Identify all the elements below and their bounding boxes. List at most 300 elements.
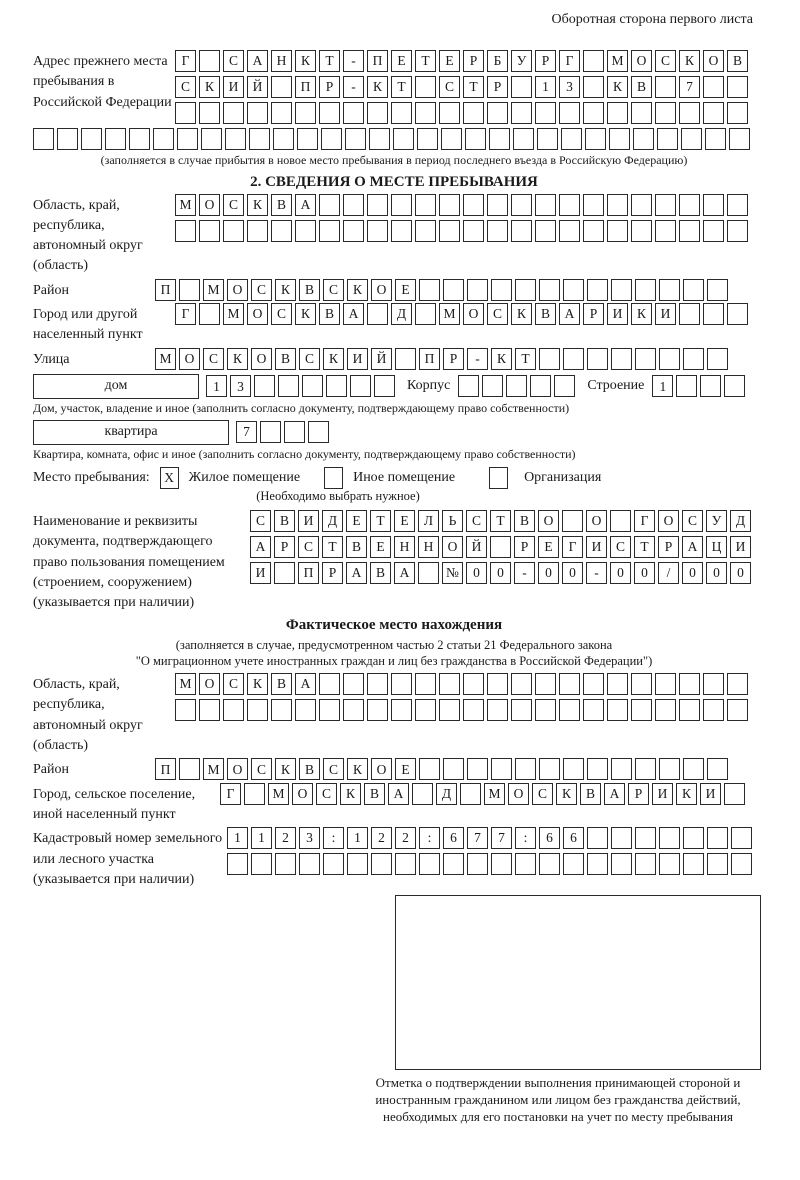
char-cell[interactable]: Т [515, 348, 536, 370]
char-cell[interactable]: 3 [230, 375, 251, 397]
char-cell[interactable] [274, 562, 295, 584]
char-cell[interactable]: С [323, 758, 344, 780]
char-cell[interactable] [563, 279, 584, 301]
char-cell[interactable]: К [347, 279, 368, 301]
char-cell[interactable] [530, 375, 551, 397]
char-cell[interactable]: К [295, 303, 316, 325]
char-cell[interactable]: Н [394, 536, 415, 558]
char-cell[interactable]: Г [220, 783, 241, 805]
char-cell[interactable]: Ь [442, 510, 463, 532]
char-cell[interactable] [631, 194, 652, 216]
char-cell[interactable]: А [346, 562, 367, 584]
char-cell[interactable]: К [227, 348, 248, 370]
char-cell[interactable]: С [298, 536, 319, 558]
char-cell[interactable] [631, 673, 652, 695]
char-cell[interactable]: В [580, 783, 601, 805]
char-cell[interactable] [683, 348, 704, 370]
char-cell[interactable]: О [251, 348, 272, 370]
char-cell[interactable]: К [676, 783, 697, 805]
char-cell[interactable]: В [346, 536, 367, 558]
char-cell[interactable] [587, 827, 608, 849]
char-cell[interactable] [679, 194, 700, 216]
char-cell[interactable] [367, 220, 388, 242]
char-cell[interactable] [247, 102, 268, 124]
char-cell[interactable] [559, 220, 580, 242]
checkbox-residential[interactable]: X [160, 467, 179, 489]
char-cell[interactable] [659, 348, 680, 370]
char-cell[interactable] [657, 128, 678, 150]
char-cell[interactable]: П [155, 758, 176, 780]
char-cell[interactable]: Т [322, 536, 343, 558]
char-cell[interactable] [223, 220, 244, 242]
char-cell[interactable] [659, 853, 680, 875]
char-cell[interactable]: Д [391, 303, 412, 325]
char-cell[interactable] [395, 853, 416, 875]
char-cell[interactable] [679, 220, 700, 242]
char-cell[interactable] [724, 375, 745, 397]
char-cell[interactable] [635, 827, 656, 849]
char-cell[interactable] [659, 279, 680, 301]
char-cell[interactable]: В [727, 50, 748, 72]
char-cell[interactable] [371, 853, 392, 875]
char-cell[interactable] [463, 699, 484, 721]
char-cell[interactable] [535, 699, 556, 721]
char-cell[interactable] [419, 853, 440, 875]
char-cell[interactable]: 6 [563, 827, 584, 849]
char-cell[interactable] [57, 128, 78, 150]
char-cell[interactable] [199, 50, 220, 72]
char-cell[interactable] [271, 76, 292, 98]
char-cell[interactable] [679, 699, 700, 721]
checkbox-organization[interactable] [489, 467, 508, 489]
char-cell[interactable]: Р [535, 50, 556, 72]
char-cell[interactable] [439, 673, 460, 695]
char-cell[interactable]: К [275, 758, 296, 780]
char-cell[interactable] [655, 102, 676, 124]
char-cell[interactable]: Р [628, 783, 649, 805]
char-cell[interactable] [610, 510, 631, 532]
char-cell[interactable] [583, 220, 604, 242]
char-cell[interactable] [535, 194, 556, 216]
char-cell[interactable] [297, 128, 318, 150]
char-cell[interactable] [458, 375, 479, 397]
char-cell[interactable]: А [295, 673, 316, 695]
char-cell[interactable]: 0 [730, 562, 751, 584]
char-cell[interactable]: : [419, 827, 440, 849]
char-cell[interactable] [367, 673, 388, 695]
char-cell[interactable] [491, 279, 512, 301]
char-cell[interactable] [511, 194, 532, 216]
char-cell[interactable] [443, 758, 464, 780]
char-cell[interactable]: Н [418, 536, 439, 558]
char-cell[interactable] [295, 102, 316, 124]
char-cell[interactable]: К [247, 673, 268, 695]
char-cell[interactable] [707, 758, 728, 780]
char-cell[interactable]: И [586, 536, 607, 558]
char-cell[interactable] [659, 827, 680, 849]
char-cell[interactable] [199, 699, 220, 721]
char-cell[interactable] [727, 102, 748, 124]
char-cell[interactable] [679, 673, 700, 695]
char-cell[interactable] [441, 128, 462, 150]
char-cell[interactable] [583, 50, 604, 72]
char-cell[interactable] [487, 194, 508, 216]
char-cell[interactable]: М [439, 303, 460, 325]
char-cell[interactable] [412, 783, 433, 805]
char-cell[interactable]: О [586, 510, 607, 532]
char-cell[interactable] [583, 673, 604, 695]
char-cell[interactable] [177, 128, 198, 150]
char-cell[interactable]: 3 [559, 76, 580, 98]
char-cell[interactable] [308, 421, 329, 443]
char-cell[interactable] [511, 220, 532, 242]
char-cell[interactable]: 1 [652, 375, 673, 397]
char-cell[interactable]: Р [487, 76, 508, 98]
char-cell[interactable] [583, 102, 604, 124]
char-cell[interactable] [489, 128, 510, 150]
char-cell[interactable] [535, 220, 556, 242]
char-cell[interactable]: Р [322, 562, 343, 584]
char-cell[interactable] [319, 102, 340, 124]
char-cell[interactable]: 2 [395, 827, 416, 849]
char-cell[interactable] [583, 76, 604, 98]
char-cell[interactable] [539, 348, 560, 370]
char-cell[interactable] [611, 279, 632, 301]
char-cell[interactable] [705, 128, 726, 150]
char-cell[interactable] [443, 853, 464, 875]
char-cell[interactable]: Г [634, 510, 655, 532]
char-cell[interactable]: К [275, 279, 296, 301]
char-cell[interactable] [175, 102, 196, 124]
char-cell[interactable] [676, 375, 697, 397]
char-cell[interactable] [415, 303, 436, 325]
char-cell[interactable] [607, 102, 628, 124]
checkbox-other-premises[interactable] [324, 467, 343, 489]
char-cell[interactable] [683, 827, 704, 849]
char-cell[interactable] [635, 279, 656, 301]
char-cell[interactable]: М [203, 758, 224, 780]
char-cell[interactable]: В [535, 303, 556, 325]
char-cell[interactable] [343, 673, 364, 695]
char-cell[interactable]: С [251, 279, 272, 301]
char-cell[interactable]: Г [175, 303, 196, 325]
char-cell[interactable]: А [604, 783, 625, 805]
char-cell[interactable] [729, 128, 750, 150]
char-cell[interactable]: Г [175, 50, 196, 72]
char-cell[interactable]: М [175, 673, 196, 695]
char-cell[interactable] [607, 194, 628, 216]
char-cell[interactable]: С [223, 50, 244, 72]
char-cell[interactable] [418, 562, 439, 584]
char-cell[interactable] [631, 699, 652, 721]
char-cell[interactable] [491, 758, 512, 780]
char-cell[interactable] [539, 758, 560, 780]
char-cell[interactable]: О [179, 348, 200, 370]
char-cell[interactable]: 0 [610, 562, 631, 584]
char-cell[interactable]: В [631, 76, 652, 98]
char-cell[interactable]: А [559, 303, 580, 325]
char-cell[interactable] [345, 128, 366, 150]
char-cell[interactable]: 1 [251, 827, 272, 849]
char-cell[interactable] [700, 375, 721, 397]
char-cell[interactable] [611, 758, 632, 780]
char-cell[interactable]: Й [466, 536, 487, 558]
char-cell[interactable] [275, 853, 296, 875]
char-cell[interactable]: Н [271, 50, 292, 72]
char-cell[interactable] [539, 279, 560, 301]
char-cell[interactable] [415, 76, 436, 98]
char-cell[interactable]: О [463, 303, 484, 325]
char-cell[interactable] [319, 220, 340, 242]
char-cell[interactable]: 0 [466, 562, 487, 584]
char-cell[interactable] [374, 375, 395, 397]
char-cell[interactable]: В [514, 510, 535, 532]
char-cell[interactable]: С [203, 348, 224, 370]
char-cell[interactable]: 0 [682, 562, 703, 584]
char-cell[interactable]: В [299, 758, 320, 780]
char-cell[interactable]: Р [463, 50, 484, 72]
char-cell[interactable]: Б [487, 50, 508, 72]
char-cell[interactable] [707, 853, 728, 875]
char-cell[interactable] [631, 102, 652, 124]
char-cell[interactable]: 1 [347, 827, 368, 849]
char-cell[interactable]: М [223, 303, 244, 325]
char-cell[interactable]: Р [583, 303, 604, 325]
char-cell[interactable]: А [394, 562, 415, 584]
char-cell[interactable] [391, 699, 412, 721]
char-cell[interactable] [175, 220, 196, 242]
char-cell[interactable] [467, 279, 488, 301]
char-cell[interactable] [417, 128, 438, 150]
char-cell[interactable]: Е [395, 279, 416, 301]
char-cell[interactable] [415, 194, 436, 216]
char-cell[interactable] [395, 348, 416, 370]
char-cell[interactable]: М [203, 279, 224, 301]
char-cell[interactable] [487, 220, 508, 242]
char-cell[interactable]: 7 [679, 76, 700, 98]
char-cell[interactable] [439, 194, 460, 216]
char-cell[interactable] [703, 220, 724, 242]
char-cell[interactable] [460, 783, 481, 805]
char-cell[interactable] [415, 220, 436, 242]
char-cell[interactable] [727, 220, 748, 242]
char-cell[interactable]: С [175, 76, 196, 98]
char-cell[interactable] [319, 194, 340, 216]
char-cell[interactable] [463, 102, 484, 124]
char-cell[interactable]: Т [463, 76, 484, 98]
char-cell[interactable] [490, 536, 511, 558]
char-cell[interactable] [271, 220, 292, 242]
char-cell[interactable]: С [299, 348, 320, 370]
char-cell[interactable]: К [491, 348, 512, 370]
char-cell[interactable] [199, 303, 220, 325]
char-cell[interactable]: С [487, 303, 508, 325]
char-cell[interactable] [467, 853, 488, 875]
char-cell[interactable] [225, 128, 246, 150]
char-cell[interactable]: А [343, 303, 364, 325]
char-cell[interactable]: М [607, 50, 628, 72]
char-cell[interactable]: 2 [275, 827, 296, 849]
char-cell[interactable] [703, 194, 724, 216]
char-cell[interactable] [659, 758, 680, 780]
char-cell[interactable]: Р [319, 76, 340, 98]
char-cell[interactable] [299, 853, 320, 875]
char-cell[interactable]: О [703, 50, 724, 72]
char-cell[interactable]: Е [538, 536, 559, 558]
char-cell[interactable]: Р [443, 348, 464, 370]
char-cell[interactable]: Е [394, 510, 415, 532]
char-cell[interactable] [249, 128, 270, 150]
char-cell[interactable]: 0 [562, 562, 583, 584]
char-cell[interactable]: 0 [538, 562, 559, 584]
char-cell[interactable] [179, 758, 200, 780]
char-cell[interactable] [631, 220, 652, 242]
char-cell[interactable] [367, 699, 388, 721]
char-cell[interactable] [415, 102, 436, 124]
char-cell[interactable]: 7 [467, 827, 488, 849]
char-cell[interactable] [681, 128, 702, 150]
char-cell[interactable] [343, 102, 364, 124]
char-cell[interactable] [391, 194, 412, 216]
char-cell[interactable]: П [155, 279, 176, 301]
char-cell[interactable]: Е [439, 50, 460, 72]
char-cell[interactable]: 1 [227, 827, 248, 849]
char-cell[interactable]: Е [370, 536, 391, 558]
char-cell[interactable]: Р [514, 536, 535, 558]
char-cell[interactable] [535, 673, 556, 695]
char-cell[interactable]: В [364, 783, 385, 805]
char-cell[interactable] [679, 102, 700, 124]
char-cell[interactable] [415, 673, 436, 695]
char-cell[interactable] [251, 853, 272, 875]
char-cell[interactable]: О [247, 303, 268, 325]
char-cell[interactable] [487, 673, 508, 695]
char-cell[interactable] [415, 699, 436, 721]
char-cell[interactable]: / [658, 562, 679, 584]
char-cell[interactable]: М [155, 348, 176, 370]
char-cell[interactable]: К [323, 348, 344, 370]
char-cell[interactable]: 1 [206, 375, 227, 397]
char-cell[interactable] [563, 853, 584, 875]
char-cell[interactable]: В [271, 673, 292, 695]
char-cell[interactable]: И [223, 76, 244, 98]
char-cell[interactable]: 6 [539, 827, 560, 849]
char-cell[interactable] [343, 220, 364, 242]
char-cell[interactable] [611, 853, 632, 875]
char-cell[interactable]: К [367, 76, 388, 98]
char-cell[interactable] [511, 699, 532, 721]
char-cell[interactable] [635, 853, 656, 875]
char-cell[interactable] [535, 102, 556, 124]
char-cell[interactable]: Й [247, 76, 268, 98]
char-cell[interactable]: 3 [299, 827, 320, 849]
char-cell[interactable] [727, 194, 748, 216]
char-cell[interactable]: О [292, 783, 313, 805]
char-cell[interactable] [511, 76, 532, 98]
char-cell[interactable]: - [343, 76, 364, 98]
char-cell[interactable] [391, 220, 412, 242]
char-cell[interactable] [587, 758, 608, 780]
char-cell[interactable]: П [419, 348, 440, 370]
char-cell[interactable] [323, 853, 344, 875]
char-cell[interactable]: П [295, 76, 316, 98]
char-cell[interactable]: И [700, 783, 721, 805]
char-cell[interactable]: П [298, 562, 319, 584]
char-cell[interactable] [707, 279, 728, 301]
char-cell[interactable]: К [340, 783, 361, 805]
char-cell[interactable] [247, 699, 268, 721]
char-cell[interactable]: С [610, 536, 631, 558]
char-cell[interactable]: О [199, 194, 220, 216]
char-cell[interactable] [326, 375, 347, 397]
char-cell[interactable] [559, 194, 580, 216]
char-cell[interactable] [587, 853, 608, 875]
char-cell[interactable] [129, 128, 150, 150]
char-cell[interactable] [319, 673, 340, 695]
char-cell[interactable]: 7 [491, 827, 512, 849]
char-cell[interactable]: 0 [634, 562, 655, 584]
char-cell[interactable] [465, 128, 486, 150]
char-cell[interactable] [463, 194, 484, 216]
char-cell[interactable]: С [271, 303, 292, 325]
char-cell[interactable]: О [508, 783, 529, 805]
char-cell[interactable] [419, 758, 440, 780]
char-cell[interactable]: К [247, 194, 268, 216]
char-cell[interactable]: С [316, 783, 337, 805]
char-cell[interactable]: В [271, 194, 292, 216]
char-cell[interactable] [244, 783, 265, 805]
char-cell[interactable]: - [514, 562, 535, 584]
char-cell[interactable]: С [223, 673, 244, 695]
char-cell[interactable]: С [250, 510, 271, 532]
char-cell[interactable]: К [607, 76, 628, 98]
char-cell[interactable] [561, 128, 582, 150]
char-cell[interactable]: 2 [371, 827, 392, 849]
char-cell[interactable] [367, 303, 388, 325]
char-cell[interactable]: И [730, 536, 751, 558]
char-cell[interactable] [635, 348, 656, 370]
char-cell[interactable] [153, 128, 174, 150]
char-cell[interactable] [683, 758, 704, 780]
char-cell[interactable] [391, 102, 412, 124]
char-cell[interactable] [607, 699, 628, 721]
char-cell[interactable]: О [227, 758, 248, 780]
char-cell[interactable] [537, 128, 558, 150]
char-cell[interactable]: Е [391, 50, 412, 72]
char-cell[interactable] [683, 853, 704, 875]
char-cell[interactable] [703, 303, 724, 325]
char-cell[interactable] [247, 220, 268, 242]
char-cell[interactable]: С [439, 76, 460, 98]
char-cell[interactable] [554, 375, 575, 397]
char-cell[interactable]: И [298, 510, 319, 532]
char-cell[interactable] [443, 279, 464, 301]
char-cell[interactable] [724, 783, 745, 805]
char-cell[interactable] [655, 220, 676, 242]
char-cell[interactable]: С [251, 758, 272, 780]
char-cell[interactable]: О [631, 50, 652, 72]
char-cell[interactable] [513, 128, 534, 150]
char-cell[interactable] [278, 375, 299, 397]
char-cell[interactable] [609, 128, 630, 150]
char-cell[interactable]: С [532, 783, 553, 805]
char-cell[interactable]: В [275, 348, 296, 370]
char-cell[interactable] [105, 128, 126, 150]
char-cell[interactable] [227, 853, 248, 875]
char-cell[interactable]: И [347, 348, 368, 370]
char-cell[interactable]: Г [559, 50, 580, 72]
char-cell[interactable]: Е [395, 758, 416, 780]
